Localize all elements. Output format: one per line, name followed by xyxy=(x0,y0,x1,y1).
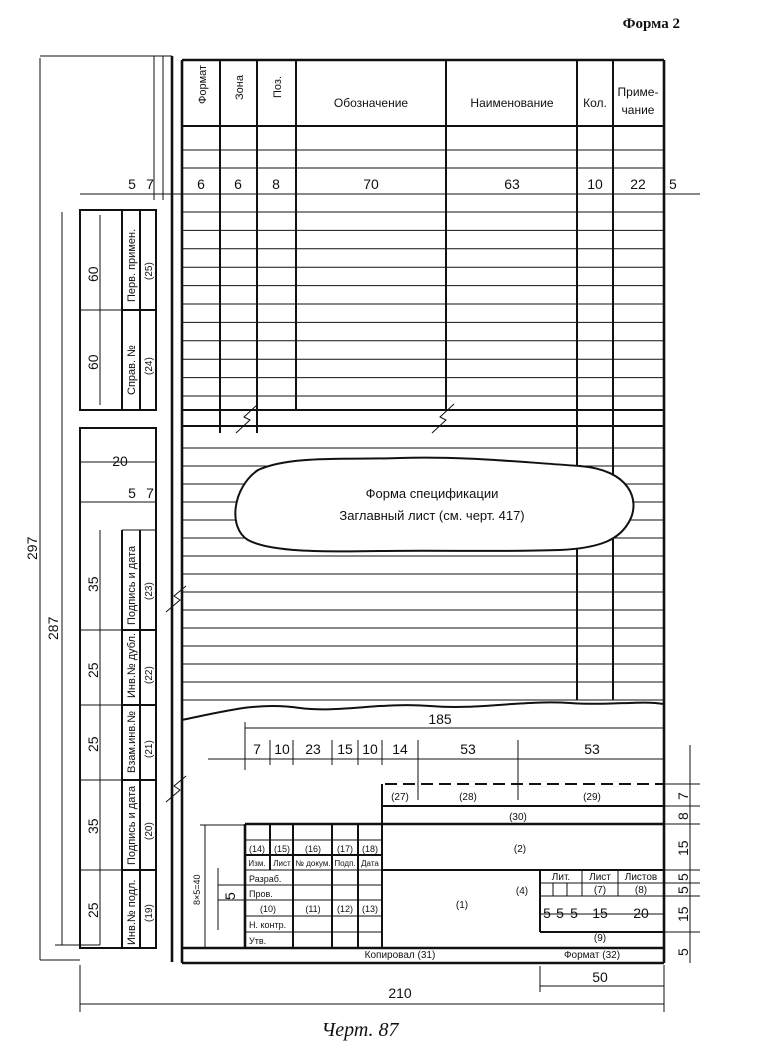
row-prov: Пров. xyxy=(249,889,273,899)
figure-caption: Черт. 87 xyxy=(321,1019,399,1041)
field-7: (7) xyxy=(593,885,607,896)
hdr-num-18: (18) xyxy=(361,844,379,854)
tb-dim-10b: 10 xyxy=(362,741,378,757)
dim-upper-60a: 60 xyxy=(85,266,101,282)
dim-height-287: 287 xyxy=(45,616,61,640)
dim-col-note: 22 xyxy=(630,176,646,192)
dim-width-50: 50 xyxy=(592,969,608,985)
dim-lower-25b: 25 xyxy=(85,736,101,752)
label-perv-primen: Перв. примен. xyxy=(126,228,138,302)
left-strip-upper xyxy=(80,210,156,410)
label-sprav: Справ. № xyxy=(126,345,138,395)
dim-col-format: 6 xyxy=(197,176,205,192)
label-20: (20) xyxy=(144,822,155,840)
dim-lower-35a: 35 xyxy=(85,576,101,592)
field-4: (4) xyxy=(515,886,529,897)
dim-lower-25c: 25 xyxy=(85,902,101,918)
rdim-7: 7 xyxy=(675,792,691,800)
spec-rows-upper xyxy=(182,212,664,396)
hdr-izm: Изм. xyxy=(248,859,266,868)
dim-lower-35b: 35 xyxy=(85,818,101,834)
rdim-5c: 5 xyxy=(675,948,691,956)
label-23: (23) xyxy=(144,582,155,600)
dim-strip-7: 7 xyxy=(146,176,154,192)
dim-strip-5: 5 xyxy=(128,176,136,192)
tb-dim-53a: 53 xyxy=(460,741,476,757)
lit-dim-15: 15 xyxy=(592,905,608,921)
dim-col-qty: 10 xyxy=(587,176,603,192)
row-n-kontr: Н. контр. xyxy=(249,920,287,930)
field-1: (1) xyxy=(455,900,469,911)
col-header-designation: Обозначение xyxy=(333,96,409,110)
col-header-name: Наименование xyxy=(470,96,554,110)
title-block xyxy=(182,740,700,963)
dim-col-zone: 6 xyxy=(234,176,242,192)
lit-dim-5a: 5 xyxy=(543,905,551,921)
label-22: (22) xyxy=(144,666,155,684)
label-inv-podl: Инв.№ подл. xyxy=(126,879,138,945)
hdr-podp: Подп. xyxy=(334,859,356,868)
dim-upper-60b: 60 xyxy=(85,354,101,370)
label-podpis-1: Подпись и дата xyxy=(126,545,138,625)
tb-dim-53b: 53 xyxy=(584,741,600,757)
field-9: (9) xyxy=(593,933,607,944)
tb-dim-7: 7 xyxy=(253,741,261,757)
dim-width-210: 210 xyxy=(388,985,412,1001)
dim-col-designation: 70 xyxy=(363,176,379,192)
field-29: (29) xyxy=(583,792,601,803)
label-25: (25) xyxy=(144,262,155,280)
label-24: (24) xyxy=(144,357,155,375)
mid-num-12: (12) xyxy=(336,904,354,914)
field-28: (28) xyxy=(459,792,477,803)
cloud-line-1: Форма спецификации xyxy=(365,486,499,501)
mid-num-13: (13) xyxy=(361,904,379,914)
dim-strip-20: 20 xyxy=(112,453,128,469)
label-19: (19) xyxy=(144,904,155,922)
lit-dim-5c: 5 xyxy=(570,905,578,921)
rdim-5a: 5 xyxy=(675,873,691,881)
hdr-data: Дата xyxy=(361,859,379,868)
col-header-pos: Поз. xyxy=(272,76,284,98)
lit-dim-20: 20 xyxy=(633,905,649,921)
tb-dim-14: 14 xyxy=(392,741,408,757)
hdr-ndokum: № докум. xyxy=(295,859,331,868)
field-27: (27) xyxy=(391,792,409,803)
hdr-num-16: (16) xyxy=(304,844,322,854)
lit-label: Лит. xyxy=(551,872,571,883)
field-8: (8) xyxy=(634,885,648,896)
stack-label: 8×5=40 xyxy=(192,874,202,905)
field-30: (30) xyxy=(509,812,527,823)
cloud-line-2: Заглавный лист (см. черт. 417) xyxy=(339,508,525,523)
dim-height-297: 297 xyxy=(24,536,40,560)
hdr-num-15: (15) xyxy=(273,844,291,854)
spec-header xyxy=(182,60,664,700)
listov-label: Листов xyxy=(624,872,658,883)
dim-lower-25a: 25 xyxy=(85,662,101,678)
dim-col-margin: 5 xyxy=(669,176,677,192)
col-header-note-2: чание xyxy=(621,103,655,117)
label-inv-dubl: Инв.№ дубл. xyxy=(126,632,138,698)
spec-form-cloud xyxy=(235,458,633,552)
dim-lower-7: 7 xyxy=(146,485,154,501)
tb-dim-23: 23 xyxy=(305,741,321,757)
row-razrab: Разраб. xyxy=(249,874,282,884)
hdr-list: Лист xyxy=(273,859,291,868)
footer-kopiroval: Копировал (31) xyxy=(364,950,436,961)
rdim-15b: 15 xyxy=(675,906,691,922)
left-strip-lower xyxy=(80,428,156,948)
row-utv: Утв. xyxy=(249,936,267,946)
hdr-num-14: (14) xyxy=(248,844,266,854)
col-header-zone: Зона xyxy=(234,75,246,100)
label-vzam-inv: Взам.инв.№ xyxy=(126,710,138,773)
dim-col-pos: 8 xyxy=(272,176,280,192)
field-2: (2) xyxy=(513,844,527,855)
tb-dim-10a: 10 xyxy=(274,741,290,757)
mid-num-11: (11) xyxy=(305,904,321,914)
dim-col-name: 63 xyxy=(504,176,520,192)
label-21: (21) xyxy=(144,740,155,758)
rdim-15a: 15 xyxy=(675,840,691,856)
rdim-8: 8 xyxy=(675,812,691,820)
dim-lower-5: 5 xyxy=(128,485,136,501)
hdr-num-17: (17) xyxy=(336,844,354,854)
col-header-format: Формат xyxy=(197,64,209,104)
rdim-5b: 5 xyxy=(675,886,691,894)
label-podpis-2: Подпись и дата xyxy=(126,785,138,865)
col-header-qty: Кол. xyxy=(583,96,607,110)
form-label: Форма 2 xyxy=(622,16,680,32)
footer-format: Формат (32) xyxy=(563,950,621,961)
dim-width-185: 185 xyxy=(428,711,452,727)
row-height-5: 5 xyxy=(222,892,238,900)
col-header-note-1: Приме- xyxy=(617,85,659,99)
row-10: (10) xyxy=(259,904,277,914)
lit-dim-5b: 5 xyxy=(556,905,564,921)
list-label: Лист xyxy=(589,872,611,883)
tb-dim-15: 15 xyxy=(337,741,353,757)
